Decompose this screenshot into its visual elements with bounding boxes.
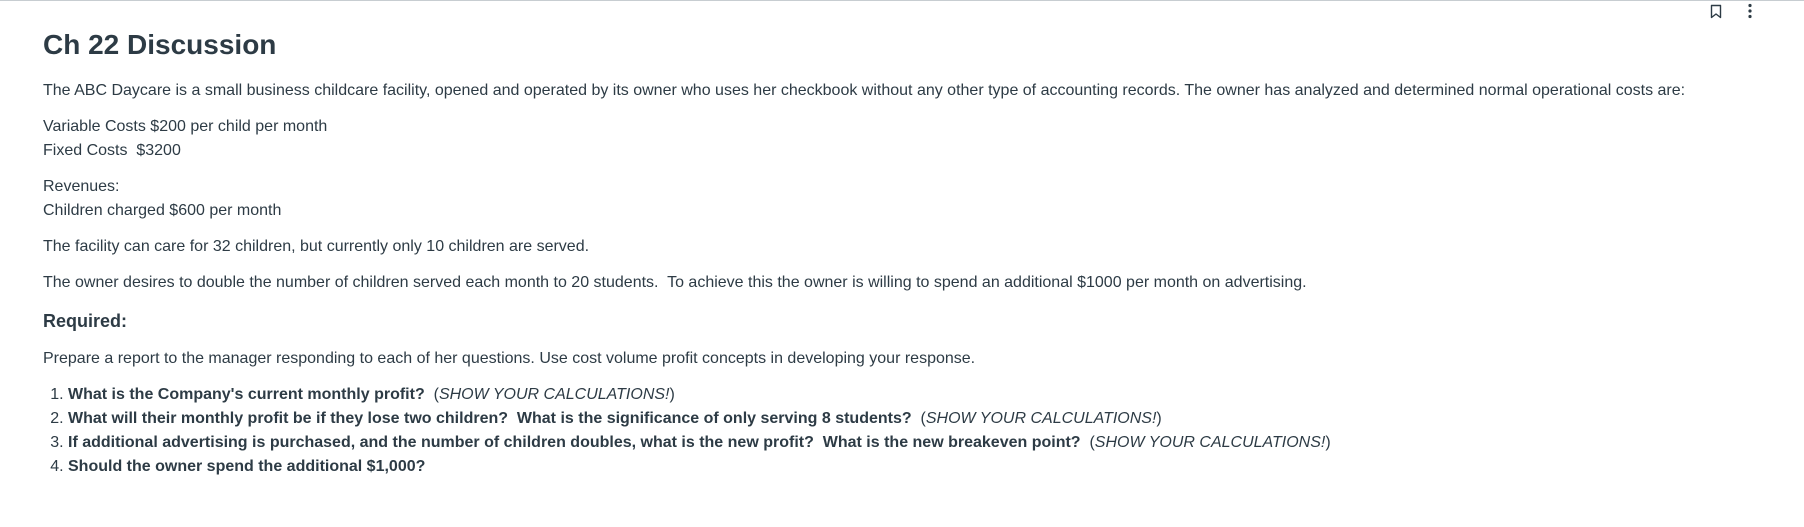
question-note-close: ): [1156, 410, 1162, 427]
variable-costs: Variable Costs $200 per child per month: [43, 118, 328, 135]
question-item: [68, 431, 1743, 455]
required-heading: Required:: [43, 311, 128, 331]
prepare-paragraph: Prepare a report to the manager responding to each of her questions. Use cost volume profit concepts in developing your response.: [43, 350, 976, 367]
question-note: SHOW YOUR CALCULATIONS!: [1094, 434, 1326, 451]
revenues-line: Children charged $600 per month: [43, 202, 282, 219]
question-note-open: (: [911, 410, 926, 427]
question-note-close: ): [669, 386, 675, 403]
revenues-block: [43, 175, 1743, 223]
bookmark-icon[interactable]: [1708, 1, 1724, 21]
question-text: If additional advertising is purchased, and the number of children doubles, what is the new profit? What is the new breakeven point?: [68, 434, 1081, 451]
intro-paragraph: The ABC Daycare is a small business childcare facility, opened and operated by its owner who uses her checkbook without any other type of accounting records. The owner has analyzed and determined normal operational costs are:: [43, 82, 1686, 99]
page-title: Ch 22 Discussion: [43, 29, 277, 60]
kebab-menu-icon[interactable]: [1742, 1, 1758, 21]
revenues-heading: Revenues:: [43, 178, 120, 195]
costs-block: [43, 115, 1743, 163]
discussion-content: [43, 26, 1743, 479]
fixed-costs: Fixed Costs $3200: [43, 142, 181, 159]
question-text: What will their monthly profit be if they lose two children? What is the significance of only serving 8 students?: [68, 410, 912, 427]
question-note-close: ): [1325, 434, 1331, 451]
question-note-open: (: [424, 386, 439, 403]
facility-paragraph: The facility can care for 32 children, but currently only 10 children are served.: [43, 238, 590, 255]
question-note-open: (: [1080, 434, 1095, 451]
questions-list: [43, 383, 1743, 479]
page-actions: [1708, 0, 1758, 22]
owner-goal-paragraph: The owner desires to double the number of children served each month to 20 students. To achieve this the owner is willing to spend an additional $1000 per month on advertising.: [43, 274, 1307, 291]
top-divider: [0, 0, 1804, 1]
question-item: [68, 407, 1743, 431]
question-item: [68, 455, 1743, 479]
question-text: Should the owner spend the additional $1,000?: [68, 458, 426, 475]
question-note: SHOW YOUR CALCULATIONS!: [438, 386, 670, 403]
question-item: [68, 383, 1743, 407]
question-note: SHOW YOUR CALCULATIONS!: [925, 410, 1157, 427]
question-text: What is the Company's current monthly profit?: [68, 386, 425, 403]
